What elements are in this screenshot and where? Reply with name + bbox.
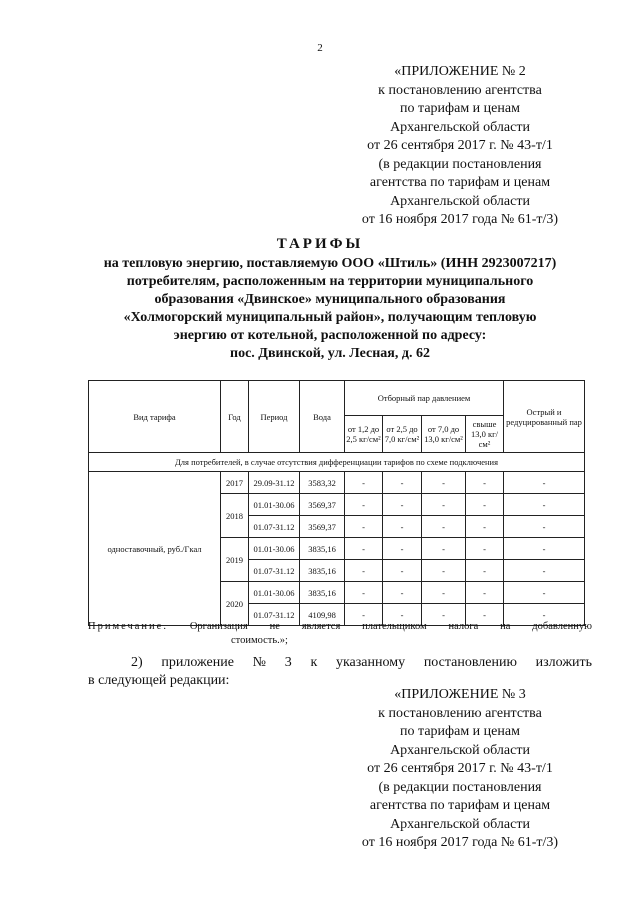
header-steam-col: от 1,2 до 2,5 кг/см² [345, 416, 383, 453]
appendix-line: Архангельской области [390, 742, 530, 758]
water-cell: 3835,16 [300, 582, 345, 604]
value-cell: - [383, 516, 422, 538]
appendix-line: (в редакции постановления [378, 779, 542, 795]
consumer-group-label: Для потребителей, в случае отсутствия дифференциации тарифов по схеме подключения [89, 453, 585, 472]
appendix-line: по тарифам и ценам [400, 724, 520, 739]
period-cell: 01.01-30.06 [249, 582, 300, 604]
header-steam-col: свыше 13,0 кг/см² [466, 416, 504, 453]
note-word: на [500, 621, 511, 632]
value-cell: - [345, 582, 383, 604]
document-title: ТАРИФЫ [276, 236, 364, 252]
note-word: Примечание. [88, 621, 168, 632]
value-cell: - [466, 472, 504, 494]
paragraph-word: 2) [131, 655, 143, 670]
water-cell: 3835,16 [300, 538, 345, 560]
appendix-line: Архангельской области [390, 816, 530, 832]
header-water: Вода [300, 381, 345, 453]
header-steam-col: от 7,0 до 13,0 кг/см² [422, 416, 466, 453]
value-cell: - [345, 604, 383, 626]
page-number: 2 [317, 42, 323, 54]
value-cell: - [422, 472, 466, 494]
value-cell: - [504, 582, 585, 604]
appendix-line: «ПРИЛОЖЕНИЕ № 3 [394, 687, 526, 702]
paragraph-word: изложить [535, 655, 592, 670]
paragraph-line: в следующей редакции: [88, 673, 230, 688]
appendix-line: (в редакции постановления [378, 156, 542, 172]
appendix-line: Архангельской области [390, 193, 530, 209]
value-cell: - [504, 472, 585, 494]
appendix-line: к постановлению агентства [378, 705, 542, 721]
water-cell: 3583,32 [300, 472, 345, 494]
appendix-line: от 26 сентября 2017 г. № 43-т/1 [367, 138, 553, 153]
value-cell: - [466, 582, 504, 604]
value-cell: - [466, 516, 504, 538]
year-cell: 2019 [221, 538, 249, 582]
paragraph-word: 3 [284, 655, 292, 670]
paragraph-word: постановлению [423, 655, 517, 670]
appendix-line: от 26 сентября 2017 г. № 43-т/1 [367, 761, 553, 776]
appendix-line: от 16 ноября 2017 года № 61-т/3) [361, 835, 559, 850]
note-word: налога [448, 621, 479, 632]
value-cell: - [345, 494, 383, 516]
value-cell: - [504, 538, 585, 560]
note-word: добавленную [532, 621, 592, 632]
value-cell: - [383, 472, 422, 494]
value-cell: - [504, 516, 585, 538]
value-cell: - [422, 604, 466, 626]
appendix-line: по тарифам и ценам [400, 101, 520, 116]
note-line: стоимость.»; [231, 635, 288, 646]
period-cell: 01.07-31.12 [249, 560, 300, 582]
year-cell: 2020 [221, 582, 249, 626]
paragraph-word: приложение [161, 655, 234, 670]
value-cell: - [383, 604, 422, 626]
period-cell: 29.09-31.12 [249, 472, 300, 494]
header-period: Период [249, 381, 300, 453]
value-cell: - [504, 494, 585, 516]
appendix-3-header [330, 686, 590, 853]
value-cell: - [345, 560, 383, 582]
period-cell: 01.07-31.12 [249, 604, 300, 626]
value-cell: - [422, 560, 466, 582]
value-cell: - [466, 538, 504, 560]
period-cell: 01.07-31.12 [249, 516, 300, 538]
document-subtitle [80, 255, 580, 363]
value-cell: - [345, 538, 383, 560]
subtitle-line: потребителям, расположенным на территории муниципального [126, 274, 534, 289]
note-word: Организация [189, 621, 248, 632]
table-note [88, 620, 592, 648]
value-cell: - [422, 494, 466, 516]
header-sharp-steam: Острый и редуцированный пар [504, 381, 585, 453]
appendix-line: агентства по тарифам и ценам [369, 798, 551, 813]
tariff-type-cell: одноставочный, руб./Гкал [89, 472, 221, 626]
appendix-line: «ПРИЛОЖЕНИЕ № 2 [394, 64, 526, 79]
period-cell: 01.01-30.06 [249, 538, 300, 560]
subtitle-line: образования «Двинское» муниципального образования [154, 292, 506, 307]
subtitle-line: пос. Двинской, ул. Лесная, д. 62 [230, 346, 430, 361]
value-cell: - [422, 582, 466, 604]
note-line [88, 620, 592, 634]
amendment-paragraph [88, 654, 592, 690]
appendix-line: агентства по тарифам и ценам [369, 175, 551, 190]
value-cell: - [504, 604, 585, 626]
note-word: плательщиком [362, 621, 427, 632]
note-word: не [269, 621, 280, 632]
header-steam-col: от 2,5 до 7,0 кг/см² [383, 416, 422, 453]
paragraph-word: № [252, 655, 266, 670]
subtitle-line: энергию от котельной, расположенной по адресу: [173, 328, 487, 343]
header-steam-group: Отборный пар давлением [345, 381, 504, 416]
value-cell: - [466, 604, 504, 626]
year-cell: 2017 [221, 472, 249, 494]
value-cell: - [422, 538, 466, 560]
value-cell: - [504, 560, 585, 582]
value-cell: - [383, 582, 422, 604]
value-cell: - [345, 472, 383, 494]
header-year: Год [221, 381, 249, 453]
note-word: является [301, 621, 341, 632]
subtitle-line: на тепловую энергию, поставляемую ООО «Штиль» (ИНН 2923007217) [103, 256, 557, 271]
appendix-2-header [330, 63, 590, 230]
value-cell: - [383, 538, 422, 560]
value-cell: - [345, 516, 383, 538]
value-cell: - [383, 494, 422, 516]
paragraph-word: указанному [335, 655, 406, 670]
year-cell: 2018 [221, 494, 249, 538]
period-cell: 01.01-30.06 [249, 494, 300, 516]
paragraph-word: к [310, 655, 318, 670]
table-row [89, 472, 585, 494]
value-cell: - [466, 494, 504, 516]
water-cell: 3835,16 [300, 560, 345, 582]
water-cell: 4109,98 [300, 604, 345, 626]
appendix-line: от 16 ноября 2017 года № 61-т/3) [361, 212, 559, 227]
value-cell: - [383, 560, 422, 582]
paragraph-line [88, 654, 592, 672]
appendix-line: Архангельской области [390, 119, 530, 135]
water-cell: 3569,37 [300, 516, 345, 538]
value-cell: - [466, 560, 504, 582]
appendix-line: к постановлению агентства [378, 82, 542, 98]
value-cell: - [422, 516, 466, 538]
subtitle-line: «Холмогорский муниципальный район», получающим тепловую [123, 310, 537, 325]
tariff-table [88, 380, 585, 626]
header-tariff-type: Вид тарифа [89, 381, 221, 453]
water-cell: 3569,37 [300, 494, 345, 516]
